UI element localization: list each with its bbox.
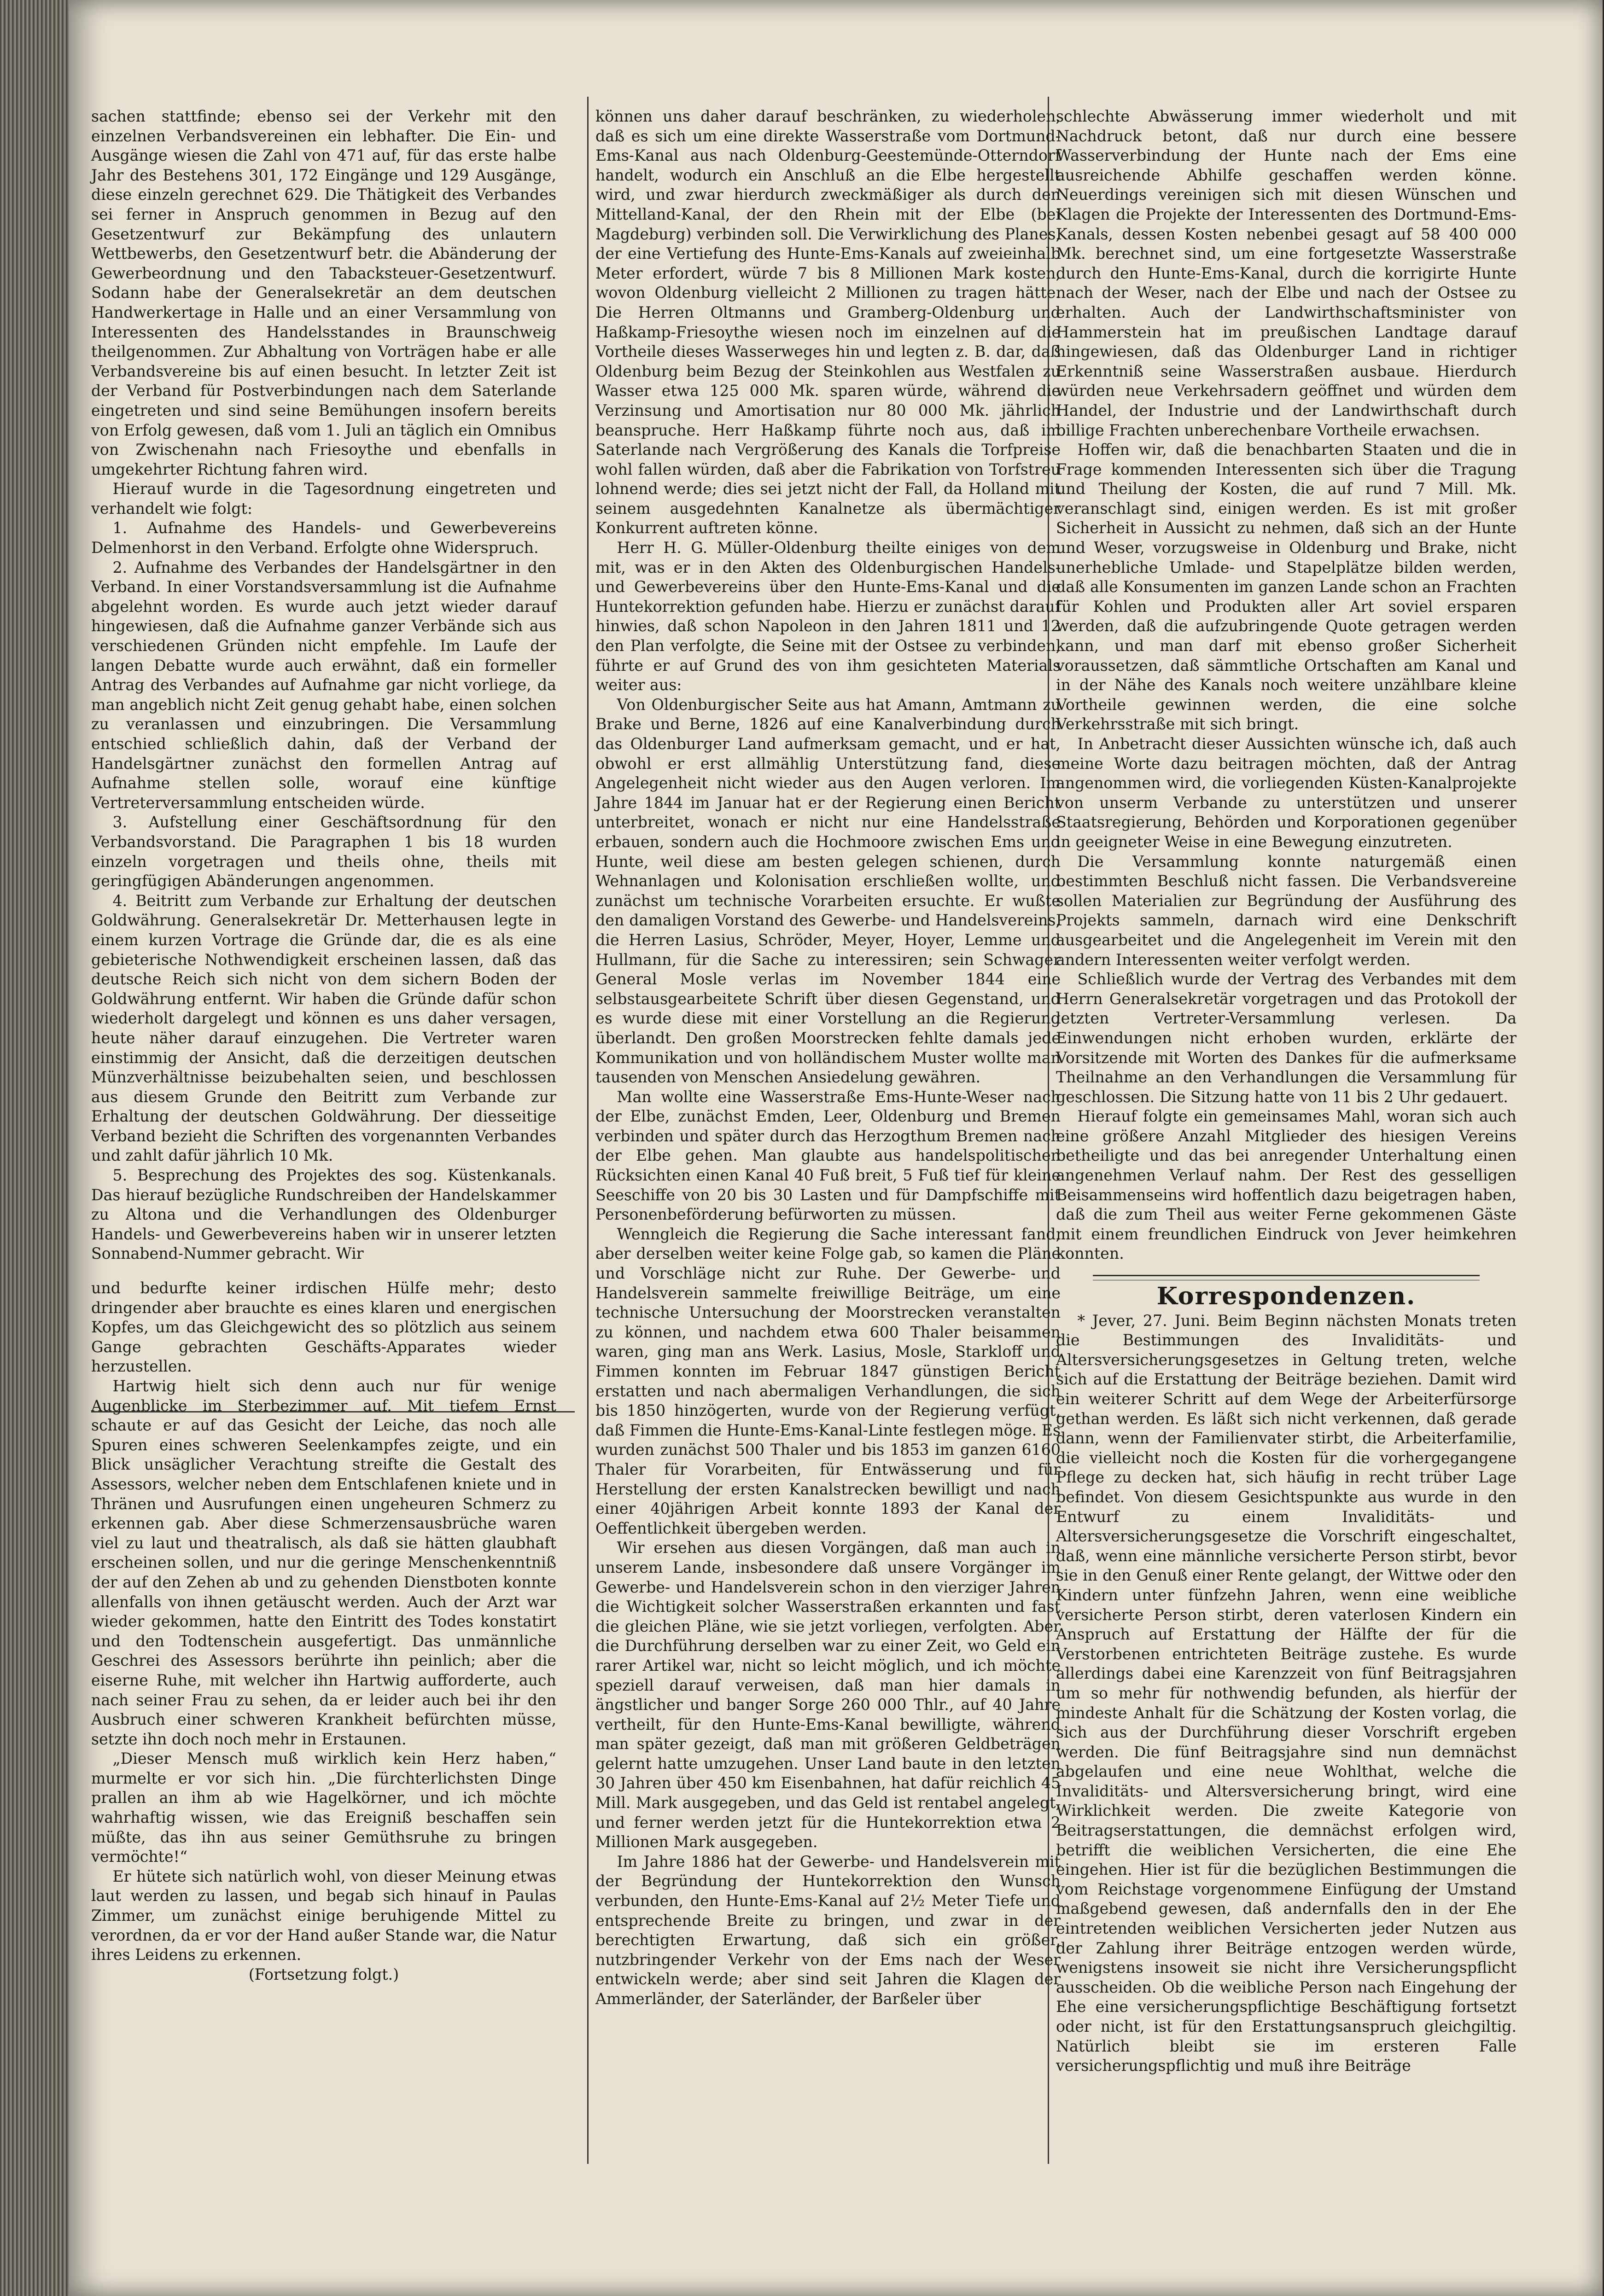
paragraph: Man wollte eine Wasserstraße Ems-Hunte-Weser nach der Elbe, zunächst Emden, Leer, Oldenburg und Bremen verbinden und später durch das Herzogthum Bremen nach der Elbe gehen. Man glaubte aus handelspolitischen Rücksichten einen Kanal 40 Fuß breit, 5 Fuß tief für kleine Seeschiffe von 20 bis 30 Lasten und für Dampfschiffe mit Personenbeförderung befürworten zu müssen. bbox=[595, 1087, 1061, 1224]
section-heading: Korrespondenzen. bbox=[1156, 1282, 1416, 1311]
paragraph: sachen stattfinde; ebenso sei der Verkehr mit den einzelnen Verbandsvereinen ein lebhafter. Die Ein- und Ausgänge wiesen die Zahl von 471 auf, für das erste halbe Jahr des Bestehens 301, 172 Eingänge und 129 Ausgänge, diese einzeln gerechnet 629. Die Thätigkeit des Verbandes sei ferner in Anspruch genommen in Bezug auf den Gesetzentwurf zur Bekämpfung des unlautern Wettbewerbs, den Gesetzentwurf betr. die Abänderung der Gewerbeordnung und den Tabacksteuer-Gesetzentwurf. Sodann habe der Generalsekretär an dem deutschen Handwerkertage in Halle und an einer Versammlung von Interessenten des Handelsstandes in Braunschweig theilgenommen. Zur Abhaltung von Vorträgen habe er alle Verbandsvereine bis auf einen besucht. In letzter Zeit ist der Verband für Postverbindungen nach dem Saterlande eingetreten und sind seine Bemühungen insofern bereits von Erfolg gewesen, daß vom 1. Juli an täglich ein Omnibus von Zwischenahn nach Friesoythe und ebenfalls in umgekehrter Richtung fahren wird. bbox=[91, 107, 556, 478]
agenda-item-3: 3. Aufstellung einer Geschäftsordnung für den Verbandsvorstand. Die Paragraphen 1 bis 18 wurden einzeln vorgetragen und theils ohne, theils mit geringfügigen Abänderungen angenommen. bbox=[91, 813, 556, 890]
feuilleton-paragraph: „Dieser Mensch muß wirklich kein Herz haben,“ murmelte er vor sich hin. „Die fürchterlichsten Dinge prallen an ihm ab wie Hagelkörner, und ich möchte wahrhaftig wissen, wie das Ereigniß beschaffen sein müßte, das ihn aus seiner Gemüthsruhe zu bringen vermöchte!“ bbox=[91, 1750, 556, 1866]
paragraph: In Anbetracht dieser Aussichten wünsche ich, daß auch meine Worte dazu beitragen möchten, daß der Antrag angenommen wird, die vorliegenden Küsten-Kanalprojekte von unserm Verbande zu unterstützen und unserer Staatsregierung, Behörden und Korporationen gegenüber in geeigneter Weise in eine Bewegung einzutreten. bbox=[1056, 735, 1517, 851]
paragraph: Von Oldenburgischer Seite aus hat Amann, Amtmann zu Brake und Berne, 1826 auf eine Kanalverbindung durch das Oldenburger Land aufmerksam gemacht, und er hat, obwohl er erst allmählig Unterstützung fand, diese Angelegenheit nicht wieder aus den Augen verloren. Im Jahre 1844 im Januar hat er der Regierung einen Bericht unterbreitet, wonach er nicht nur eine Handelsstraße erbauen, sondern auch die Hochmoore zwischen Ems und Hunte, weil diese am besten gelegen schienen, durch Wehnanlagen und Kolonisation erschließen wollte, und zunächst um technische Vorarbeiten ersuchte. Er wußte den damaligen Vorstand des Gewerbe- und Handelsvereins, die Herren Lasius, Schröder, Meyer, Hoyer, Lemme und Hullmann, für die Sache zu interessiren; sein Schwager General Mosle verlas im November 1844 eine selbstausgearbeitete Schrift über diesen Gegenstand, und es wurde diese mit einer Vorstellung an die Regierung überlandt. Den großen Moorstrecken fehlte damals jede Kommunikation und von holländischem Muster wollte man tausenden von Menschen Ansiedelung gewähren. bbox=[595, 695, 1061, 1087]
column-right bbox=[1056, 107, 1517, 2076]
paragraph: können uns daher darauf beschränken, zu wiederholen, daß es sich um eine direkte Wasserstraße vom Dortmund-Ems-Kanal aus nach Oldenburg-Geestemünde-Otterndorf handelt, wodurch ein Anschluß an die Elbe hergestellt wird, und zwar hierdurch zweckmäßiger als durch den Mittelland-Kanal, der den Rhein mit der Elbe (bei Magdeburg) verbinden soll. Die Verwirklichung des Planes, der eine Vertiefung des Hunte-Ems-Kanals auf zweieinhalb Meter erfordert, würde 7 bis 8 Millionen Mark kosten, wovon Oldenburg vielleicht 2 Millionen zu tragen hätte. Die Herren Oltmanns und Gramberg-Oldenburg und Haßkamp-Friesoythe wiesen noch im einzelnen auf die Vortheile dieses Wasserweges hin und legten z. B. dar, daß Oldenburg beim Bezug der Steinkohlen aus Westfalen zu Wasser etwa 125 000 Mk. sparen würde, während die Verzinsung und Amortisation nur 80 000 Mk. jährlich beanspruche. Herr Haßkamp führte noch aus, daß im Saterlande nach Vergrößerung des Kanals die Torfpreise wohl fallen würden, daß aber die Fabrikation von Torfstreu lohnend werde; dies sei jetzt nicht der Fall, da Holland mit seinem ausgedehnten Kanalnetze als übermächtiger Konkurrent auftreten könne. bbox=[595, 107, 1061, 537]
feuilleton-paragraph: Hartwig hielt sich denn auch nur für wenige Augenblicke im Sterbezimmer auf. Mit tiefem Ernst schaute er auf das Gesicht der Leiche, das noch alle Spuren eines schweren Seelenkampfes zeigte, und ein Blick unsäglicher Verachtung streifte die Gestalt des Assessors, welcher neben dem Entschlafenen kniete und in Thränen und Ausrufungen einen ungeheuren Schmerz zu erkennen gab. Aber diese Schmerzensausbrüche waren viel zu laut und theatralisch, als daß sie hätten glaubhaft erscheinen sollen, und nur die geringe Menschenkenntniß der auf den Zehen ab und zu gehenden Dienstboten konnte allenfalls von ihnen getäuscht werden. Auch der Arzt war wieder gekommen, hatte den Eintritt des Todes konstatirt und den Todtenschein ausgefertigt. Das unmännliche Geschrei des Assessors berührte ihn peinlich; aber die eiserne Ruhe, mit welcher ihn Hartwig aufforderte, auch nach seiner Frau zu sehen, da er leider auch bei ihr den Ausbruch einer schweren Krankheit befürchten müsse, setzte ihn doch noch mehr in Erstaunen. bbox=[91, 1377, 556, 1748]
feuilleton-paragraph: Er hütete sich natürlich wohl, von dieser Meinung etwas laut werden zu lassen, und begab sich hinauf in Paulas Zimmer, um zunächst einige beruhigende Mittel zu verordnen, da er vor der Hand außer Stande war, die Natur ihres Leidens zu erkennen. bbox=[91, 1867, 556, 1964]
paragraph: schlechte Abwässerung immer wiederholt und mit Nachdruck betont, daß nur durch eine bessere Wasserverbindung der Hunte nach der Ems eine ausreichende Abhilfe geschaffen werden könne. Neuerdings vereinigen sich mit diesen Wünschen und Klagen die Projekte der Interessenten des Dortmund-Ems-Kanals, dessen Kosten nebenbei gesagt auf 58 400 000 Mk. berechnet sind, um eine fortgesetzte Wasserstraße durch den Hunte-Ems-Kanal, durch die korrigirte Hunte nach der Weser, nach der Elbe und nach der Ostsee zu erhalten. Auch der Landwirthschaftsminister von Hammerstein hat im preußischen Landtage darauf hingewiesen, daß das Oldenburger Land in richtiger Erkenntniß seine Wasserstraßen ausbaue. Hierdurch würden neue Verkehrsadern geöffnet und würden dem Handel, der Industrie und der Landwirthschaft durch billige Frachten unberechenbare Vortheile erwachsen. bbox=[1056, 107, 1517, 439]
paragraph: Hierauf folgte ein gemeinsames Mahl, woran sich auch eine größere Anzahl Mitglieder des hiesigen Vereins betheiligte und das bei anregender Unterhaltung einen angenehmen Verlauf nahm. Der Rest des gesselligen Beisammenseins wird hoffentlich dazu beigetragen haben, daß die zum Theil aus weiter Ferne gekommenen Gäste mit einem freundlichen Eindruck von Jever heimkehren konnten. bbox=[1056, 1107, 1517, 1263]
correspondence-paragraph: * Jever, 27. Juni. Beim Beginn nächsten Monats treten die Bestimmungen des Invaliditäts- und Altersversicherungsgesetzes in Geltung treten, welche sich auf die Erstattung der Beiträge beziehen. Damit wird ein weiterer Schritt auf dem Wege der Arbeiterfürsorge gethan werden. Es läßt sich nicht verkennen, daß gerade dann, wenn der Familienvater stirbt, die Arbeiterfamilie, die vielleicht noch die Kosten für die vorhergegangene Pflege zu decken hat, sich häufig in recht trüber Lage befindet. Von diesem Gesichtspunkte aus wurde in den Entwurf zu einem Invaliditäts- und Altersversicherungsgesetze die Vorschrift eingeschaltet, daß, wenn eine männliche versicherte Person stirbt, bevor sie in den Genuß einer Rente gelangt, der Wittwe oder den Kindern unter fünfzehn Jahren, wenn eine weibliche versicherte Person stirbt, deren vaterlosen Kindern ein Anspruch auf Erstattung der Hälfte der für die Verstorbenen entrichteten Beiträge zustehe. Es wurde allerdings dabei eine Karenzzeit von fünf Beitragsjahren um so mehr für nothwendig befunden, als hierfür der mindeste Anhalt für die Schätzung der Kosten vorlag, die sich aus der Durchführung dieser Vorschrift ergeben werden. Die fünf Beitragsjahre sind nun demnächst abgelaufen und eine neue Wohlthat, welche die Invaliditäts- und Altersversicherung bringt, wird eine Wirklichkeit werden. Die zweite Kategorie von Beitragserstattungen, die demnächst erfolgen wird, betrifft die weiblichen Versicherten, die eine Ehe eingehen. Hier ist für die bezüglichen Bestimmungen die vom Reichstage vorgenommene Einfügung der Umstand maßgebend gewesen, daß andernfalls den in der Ehe eintretenden weiblichen Versicherten jeder Nutzen aus der Zahlung ihrer Beiträge entzogen werden würde, wenigstens insoweit sie nicht ihre Versicherungspflicht ausscheiden. Ob die weibliche Person nach Eingehung der Ehe eine versicherungspflichtige Beschäftigung fortsetzt oder nicht, ist für den Erstattungsanspruch gleichgiltig. Natürlich bleibt sie im ersteren Falle versicherungspflichtig und muß ihre Beiträge bbox=[1056, 1311, 1517, 2075]
agenda-item-2: 2. Aufnahme des Verbandes der Handelsgärtner in den Verband. In einer Vorstandsversammlung ist die Aufnahme abgelehnt worden. Es wurde auch jetzt wieder darauf hingewiesen, daß die Aufnahme ganzer Verbände sich aus verschiedenen Gründen nicht empfehle. Im Laufe der langen Debatte wurde auch erwähnt, daß ein formeller Antrag des Verbandes auf Aufnahme gar nicht vorliege, da man angeblich nicht Zeit genug gehabt habe, einen solchen zu veranlassen und einzubringen. Die Versammlung entschied schließlich dahin, daß der Verband der Handelsgärtner zunächst den formellen Antrag auf Aufnahme stellen solle, worauf eine künftige Vertreterversammlung entscheiden würde. bbox=[91, 558, 556, 812]
paragraph: Herr H. G. Müller-Oldenburg theilte einiges von dem mit, was er in den Akten des Oldenburgischen Handels- und Gewerbevereins über den Hunte-Ems-Kanal und die Huntekorrektion gefunden habe. Hierzu er zunächst darauf hinwies, daß schon Napoleon in den Jahren 1811 und 12 den Plan verfolgte, die Seine mit der Ostsee zu verbinden, führte er auf Grund des von ihm gesichteten Materials weiter aus: bbox=[595, 539, 1061, 694]
paragraph: Hoffen wir, daß die benachbarten Staaten und die in Frage kommenden Interessenten sich über die Tragung und Theilung der Kosten, die auf rund 7 Mill. Mk. veranschlagt sind, einigen werden. Es ist mit großer Sicherheit in Aussicht zu nehmen, daß sich an der Hunte und Weser, vorzugsweise in Oldenburg und Brake, nicht unerhebliche Umlade- und Stapelplätze bilden werden, daß alle Konsumenten im ganzen Lande schon an Frachten für Kohlen und Produkten aller Art soviel ersparen werden, daß die aufzubringende Quote getragen werden kann, und man darf mit ebenso großer Sicherheit voraussetzen, daß sämmtliche Ortschaften am Kanal und in der Nähe des Kanals noch weitere unzählbare kleine Vortheile gewinnen werden, die eine solche Verkehrsstraße mit sich bringt. bbox=[1056, 441, 1517, 733]
agenda-item-4: 4. Beitritt zum Verbande zur Erhaltung der deutschen Goldwährung. Generalsekretär Dr. Metterhausen legte in einem kurzen Vortrage die Gründe dar, die es als eine gebieterische Nothwendigkeit erscheinen lassen, daß das deutsche Reich sich nicht von dem sichern Boden der Goldwährung entfernt. Wir haben die Gründe dafür schon wiederholt dargelegt und können es uns daher versagen, heute näher darauf einzugehen. Die Vertreter waren einstimmig der Ansicht, daß die derzeitigen deutschen Münzverhältnisse beizubehalten seien, und beschlossen aus diesem Grunde den Beitritt zum Verbande zur Erhaltung der deutschen Goldwährung. Der diesseitige Verband bezieht die Schriften des vorgenannten Verbandes und zahlt dafür jährlich 10 Mk. bbox=[91, 891, 556, 1165]
feuilleton-paragraph: und bedurfte keiner irdischen Hülfe mehr; desto dringender aber brauchte es eines klaren und energischen Kopfes, um das Gleichgewicht des so plötzlich aus seinem Gange gebrachten Geschäfts-Apparates wieder herzustellen. bbox=[91, 1279, 556, 1376]
paragraph: Die Versammlung konnte naturgemäß einen bestimmten Beschluß nicht fassen. Die Verbandsvereine sollen Materialien zur Begründung der Ausführung des Projekts sammeln, darnach wird eine Denkschrift ausgearbeitet und die Angelegenheit im Verein mit den andern Interessenten weiter verfolgt werden. bbox=[1056, 852, 1517, 969]
agenda-item-1: 1. Aufnahme des Handels- und Gewerbevereins Delmenhorst in den Verband. Erfolgte ohne Widerspruch. bbox=[91, 519, 556, 557]
agenda-item-5: 5. Besprechung des Projektes des sog. Küstenkanals. Das hierauf bezügliche Rundschreiben der Handelskammer zu Altona und die Verhandlungen des Oldenburger Handels- und Gewerbevereins haben wir in unserer letzten Sonnabend-Nummer gebracht. Wir bbox=[91, 1166, 556, 1263]
continuation-note: (Fortsetzung folgt.) bbox=[248, 1965, 399, 1983]
paragraph: Wir ersehen aus diesen Vorgängen, daß man auch in unserem Lande, insbesondere daß unsere Vorgänger im Gewerbe- und Handelsverein schon in den vierziger Jahren die Wichtigkeit solcher Wasserstraßen erkannten und fast die gleichen Pläne, wie sie jetzt vorliegen, verfolgten. Aber die Durchführung derselben war zu einer Zeit, wo Geld ein rarer Artikel war, nicht so leicht möglich, und ich möchte speziell darauf verweisen, daß man hier damals in ängstlicher und banger Sorge 260 000 Thlr., auf 40 Jahre vertheilt, für den Hunte-Ems-Kanal bewilligte, während man später gezeigt, daß man mit größeren Geldbeträgen gelernt hatte umzugehen. Unser Land baute in den letzten 30 Jahren über 450 km Eisenbahnen, hat dafür reichlich 45 Mill. Mark ausgegeben, und das Geld ist rentabel angelegt, und ferner werden jetzt für die Huntekorrektion etwa 2 Millionen Mark ausgegeben. bbox=[595, 1539, 1061, 1851]
paragraph: Im Jahre 1886 hat der Gewerbe- und Handelsverein mit der Begründung der Huntekorrektion den Wunsch verbunden, den Hunte-Ems-Kanal auf 2½ Meter Tiefe und entsprechende Breite zu bringen, und zwar in der berechtigten Erwartung, daß sich ein größer, nutzbringender Verkehr von der Ems nach der Weser entwickeln werde; aber sind seit Jahren die Klagen der Ammerländer, der Saterländer, der Barßeler über bbox=[595, 1852, 1061, 2008]
paragraph: Hierauf wurde in die Tagesordnung eingetreten und verhandelt wie folgt: bbox=[91, 480, 556, 517]
column-middle bbox=[595, 107, 1061, 2009]
paragraph: Wenngleich die Regierung die Sache interessant fand, aber derselben weiter keine Folge gab, so kamen die Pläne und Vorschläge nicht zur Ruhe. Der Gewerbe- und Handelsverein sammelte freiwillige Beiträge, um eine technische Untersuchung der Moorstrecken veranstalten zu können, und nachdem etwa 600 Thaler beisammen waren, ging man ans Werk. Lasius, Mosle, Starkloff und Fimmen konnten im Februar 1847 günstigen Bericht erstatten und nach abermaligen Verhandlungen, die sich bis 1850 hinzögerten, wurde von der Regierung verfügt, daß Fimmen die Hunte-Ems-Kanal-Linte festlegen möge. Es wurden zunächst 500 Thaler und bis 1853 im ganzen 6160 Thaler für Vorarbeiten, für Entwässerung und für Herstellung der ersten Kanalstrecken bewilligt und nach einer 40jährigen Arbeit konnte 1893 der Kanal der Oeffentlichkeit übergeben werden. bbox=[595, 1225, 1061, 1537]
column-divider-1 bbox=[587, 97, 589, 2164]
paragraph: Schließlich wurde der Vertrag des Verbandes mit dem Herrn Generalsekretär vorgetragen und das Protokoll der letzten Vertreter-Versammlung verlesen. Da Einwendungen nicht erhoben wurden, erklärte der Vorsitzende mit Worten des Dankes für die aufmerksame Theilnahme an den Verhandlungen die Versammlung für geschlossen. Die Sitzung hatte von 11 bis 2 Uhr gedauert. bbox=[1056, 970, 1517, 1106]
column-left bbox=[91, 107, 556, 1984]
section-ornament-rule bbox=[1093, 1275, 1480, 1280]
